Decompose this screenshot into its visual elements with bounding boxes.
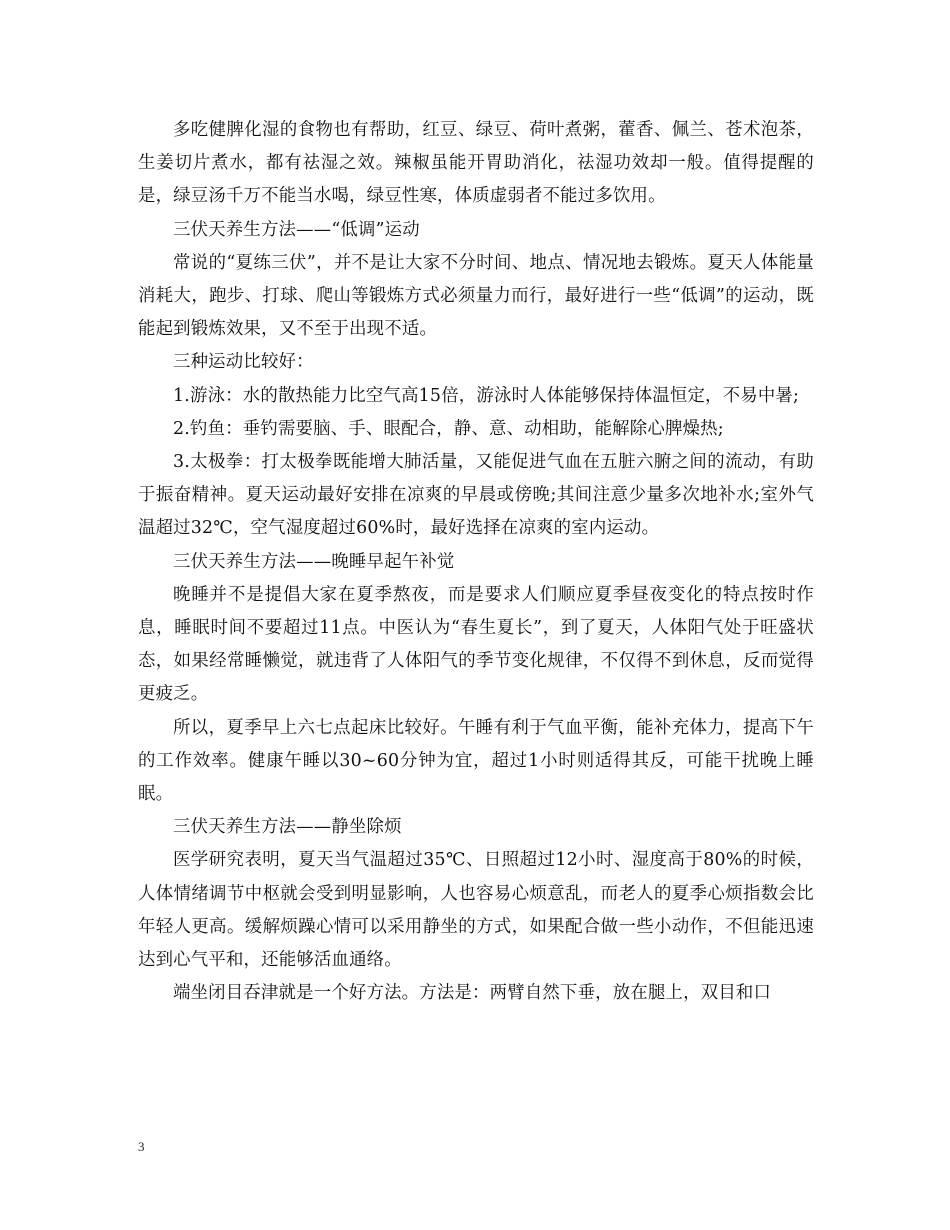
list-item: 1.游泳：水的散热能力比空气高15倍，游泳时人体能够保持体温恒定，不易中暑; <box>173 385 800 406</box>
paragraph: 所以，夏季早上六七点起床比较好。午睡有利于气血平衡，能补充体力，提高下午的工作效率。健康午睡以30~60分钟为宜，超过1小时则适得其反，可能干扰晚上睡眠。 <box>138 717 814 805</box>
paragraph: 医学研究表明，夏天当气温超过35℃、日照超过12小时、湿度高于80%的时候，人体情绪调节中枢就会受到明显影响，人也容易心烦意乱，而老人的夏季心烦指数会比年轻人更高。缓解烦躁心情可以采用静坐的方式，如果配合做一些小动作，不但能迅速达到心气平和，还能够活血通络。 <box>138 850 814 971</box>
paragraph: 晚睡并不是提倡大家在夏季熬夜，而是要求人们顺应夏季昼夜变化的特点按时作息，睡眠时间不要超过11点。中医认为“春生夏长”，到了夏天，人体阳气处于旺盛状态，如果经常睡懒觉，就违背了人体阳气的季节变化规律，不仅得不到休息，反而觉得更疲乏。 <box>138 584 814 705</box>
section-heading: 三伏天养生方法——晚睡早起午补觉 <box>173 551 455 572</box>
paragraph: 端坐闭目吞津就是一个好方法。方法是：两臂自然下垂，放在腿上，双目和口 <box>173 983 772 1004</box>
list-item: 3.太极拳：打太极拳既能增大肺活量，又能促进气血在五脏六腑之间的流动，有助于振奋精神。夏天运动最好安排在凉爽的早晨或傍晚;其间注意少量多次地补水;室外气温超过32℃，空气湿度超过60%时，最好选择在凉爽的室内运动。 <box>138 452 814 539</box>
section-heading: 三伏天养生方法——静坐除烦 <box>173 817 402 838</box>
list-item: 2.钓鱼：垂钓需要脑、手、眼配合，静、意、动相助，能解除心脾燥热; <box>173 418 724 439</box>
paragraph: 常说的“夏练三伏”，并不是让大家不分时间、地点、情况地去锻炼。夏天人体能量消耗大，跑步、打球、爬山等锻炼方式必须量力而行，最好进行一些“低调”的运动，既能起到锻炼效果，又不至于出现不适。 <box>138 252 814 340</box>
page-number: 3 <box>138 1139 145 1154</box>
paragraph: 多吃健脾化湿的食物也有帮助，红豆、绿豆、荷叶煮粥，藿香、佩兰、苍术泡茶，生姜切片煮水，都有祛湿之效。辣椒虽能开胃助消化，祛湿功效却一般。值得提醒的是，绿豆汤千万不能当水喝，绿豆性寒，体质虚弱者不能过多饮用。 <box>138 120 814 207</box>
document-body <box>138 114 814 1010</box>
paragraph: 三种运动比较好： <box>173 352 314 373</box>
section-heading: 三伏天养生方法——“低调”运动 <box>173 219 420 240</box>
